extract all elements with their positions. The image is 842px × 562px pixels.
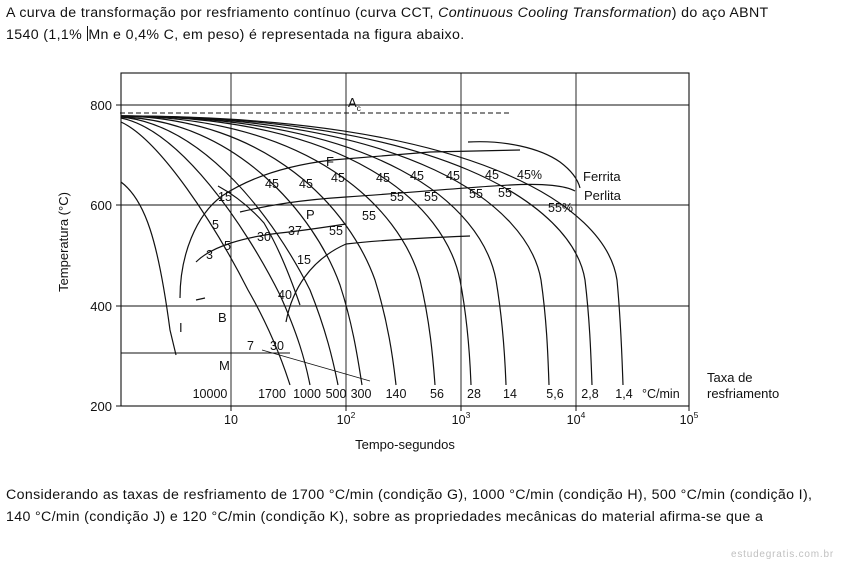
pct-5-a: 5: [212, 218, 219, 232]
pct-5-b: 5: [224, 239, 231, 253]
pct-30: 30: [270, 339, 284, 353]
pct-pearlite-55pct: 55%: [548, 201, 574, 215]
rate-title-line2: resfriamento: [707, 386, 780, 401]
region-pearlite: P: [306, 207, 315, 222]
pct-ferrite-45-d: 45: [376, 171, 390, 185]
rate-28: 28: [467, 387, 481, 401]
cooling-rate-labels: [193, 387, 633, 401]
rate-300: 300: [350, 387, 372, 401]
martensite-diagonal-line: [262, 350, 370, 381]
pct-ferrite-45-a: 45: [265, 177, 279, 191]
pearlite-percent-labels: [257, 186, 573, 244]
intro-italic-term: Continuous Cooling Transformation: [438, 5, 672, 21]
pct-ferrite-45pct: 45%: [517, 168, 543, 182]
x-tick-100: $10^2$: [336, 410, 356, 427]
rate-unit: °C/min: [642, 387, 680, 401]
perlita-label: Perlita: [584, 188, 621, 203]
pct-pearlite-55-a: 55: [329, 224, 343, 238]
y-tick-200: 200: [90, 399, 112, 414]
x-tick-10: 10: [224, 413, 238, 427]
rate-5-6: 5,6: [546, 387, 564, 401]
pct-pearlite-55-c: 55: [390, 190, 404, 204]
pct-ferrite-45-e: 45: [410, 169, 424, 183]
y-axis-title: Temperatura (°C): [56, 192, 71, 292]
intro-text-3b: Mn e 0,4% C, em peso) é representada na figura abaixo.: [88, 27, 465, 43]
x-tick-labels: [224, 410, 699, 427]
region-bainite: B: [218, 310, 227, 325]
pct-pearlite-55-e: 55: [469, 187, 483, 201]
rate-56: 56: [430, 387, 444, 401]
rate-1-4: 1,4: [615, 387, 633, 401]
x-tick-1000: $10^3$: [451, 410, 471, 427]
pct-ferrite-45-b: 45: [299, 177, 313, 191]
pct-ferrite-45-f: 45: [446, 169, 460, 183]
pct-40: 40: [278, 288, 292, 302]
cooling-curve-5-6: [121, 116, 549, 385]
watermark: estudegratis.com.br: [730, 549, 834, 560]
region-i: I: [179, 320, 183, 335]
question-line-1: Considerando as taxas de resfriamento de 1700 °C/min (condição G), 1000 °C/min (condição H), 500 °C/min (condição I),: [6, 487, 813, 503]
pct-ferrite-45-g: 45: [485, 168, 499, 182]
intro-text-2: ) do aço ABNT: [671, 5, 769, 21]
intro-text-3a: 1540 (1,1%: [6, 27, 87, 43]
pct-7: 7: [247, 339, 254, 353]
pct-ferrite-45-c: 45: [331, 171, 345, 185]
pct-pearlite-37: 37: [288, 224, 302, 238]
intro-text-1: A curva de transformação por resfriamento contínuo (curva CCT,: [6, 5, 439, 21]
cooling-curve-14: [121, 116, 506, 385]
rate-10000: 10000: [192, 387, 228, 401]
question-line-2: 140 °C/min (condição J) e 120 °C/min (condição K), sobre as propriedades mecânicas do material afirma-se que a: [6, 509, 764, 525]
rate-1700: 1700: [258, 387, 286, 401]
pct-pearlite-30: 30: [257, 230, 271, 244]
region-ferrite: F: [326, 154, 334, 169]
y-tick-600: 600: [90, 198, 112, 213]
cooling-curve-10000: [121, 182, 176, 355]
x-tick-10000: $10^4$: [566, 410, 586, 427]
pct-pearlite-55-f: 55: [498, 186, 512, 200]
pct-pearlite-55-d: 55: [424, 190, 438, 204]
ac-label: $A_c$: [348, 95, 361, 113]
cooling-curves: [121, 116, 623, 385]
pearlite-transform-curve: [240, 184, 575, 212]
region-martensite: M: [219, 358, 230, 373]
x-axis-title: Tempo-segundos: [355, 437, 455, 452]
rate-14: 14: [503, 387, 517, 401]
rate-title-line1: Taxa de: [707, 370, 753, 385]
pct-3: 3: [206, 248, 213, 262]
rate-140: 140: [385, 387, 407, 401]
martensite-short-mark: [196, 298, 205, 300]
x-tick-100000: $10^5$: [679, 410, 699, 427]
question-paragraph: [6, 484, 834, 528]
bainite-start-curve: [286, 236, 470, 322]
ferrita-label: Ferrita: [583, 169, 621, 184]
y-tick-800: 800: [90, 98, 112, 113]
rate-500: 500: [325, 387, 347, 401]
y-tick-400: 400: [90, 299, 112, 314]
pct-ferrite-15: 15: [218, 190, 232, 204]
pct-15: 15: [297, 253, 311, 267]
rate-2-8: 2,8: [581, 387, 599, 401]
y-tick-labels: [90, 98, 112, 414]
rate-1000: 1000: [293, 387, 321, 401]
pct-pearlite-55-b: 55: [362, 209, 376, 223]
cooling-curve-2-8: [121, 116, 592, 385]
